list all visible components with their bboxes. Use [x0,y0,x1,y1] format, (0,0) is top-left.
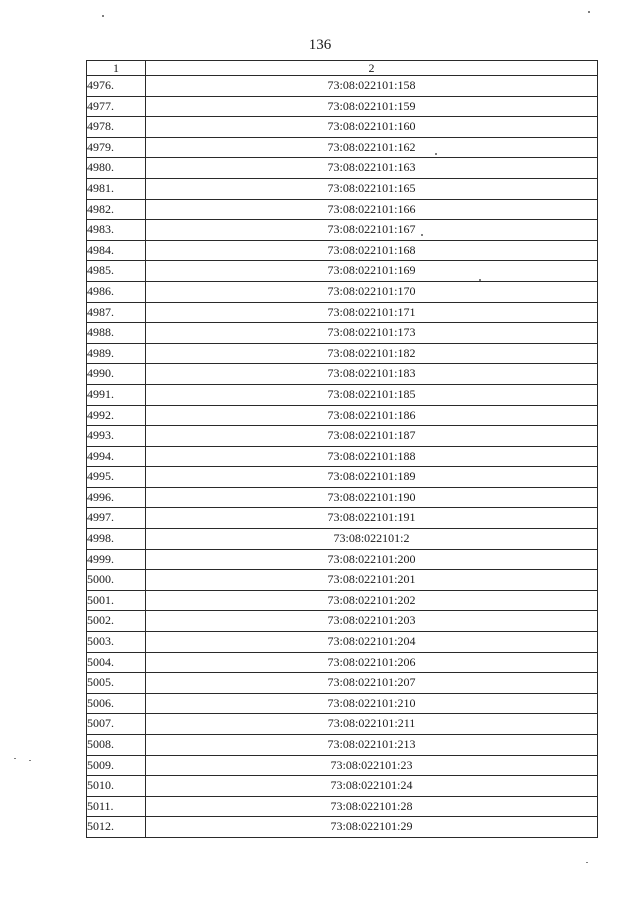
table-row [87,776,598,797]
table-row [87,755,598,776]
row-number: 4987. [87,302,146,323]
cadastral-number: 73:08:022101:24 [146,776,598,797]
cadastral-number-table [86,60,598,838]
row-number: 4983. [87,220,146,241]
row-number: 4980. [87,158,146,179]
row-number: 4981. [87,178,146,199]
cadastral-number: 73:08:022101:23 [146,755,598,776]
cadastral-number: 73:08:022101:159 [146,96,598,117]
table-row [87,426,598,447]
table-row [87,405,598,426]
row-number: 5002. [87,611,146,632]
scan-speck [586,862,588,863]
table-row [87,364,598,385]
column-header-cadastral: 2 [146,61,598,76]
cadastral-number: 73:08:022101:185 [146,384,598,405]
table-header [87,61,598,76]
row-number: 5012. [87,817,146,838]
table-row [87,220,598,241]
scan-speck [435,153,437,155]
table-row [87,178,598,199]
row-number: 4994. [87,446,146,467]
table-row [87,158,598,179]
row-number: 5004. [87,652,146,673]
row-number: 5008. [87,735,146,756]
table-row [87,446,598,467]
row-number: 5001. [87,590,146,611]
table-row [87,323,598,344]
cadastral-number: 73:08:022101:187 [146,426,598,447]
table-row [87,611,598,632]
cadastral-number: 73:08:022101:166 [146,199,598,220]
cadastral-number: 73:08:022101:190 [146,487,598,508]
cadastral-number: 73:08:022101:200 [146,549,598,570]
cadastral-number: 73:08:022101:204 [146,632,598,653]
row-number: 4976. [87,76,146,97]
scan-speck [421,234,423,236]
table-row [87,590,598,611]
scan-speck [14,758,16,759]
cadastral-number: 73:08:022101:173 [146,323,598,344]
row-number: 4997. [87,508,146,529]
row-number: 4982. [87,199,146,220]
scan-speck [479,279,481,281]
table-row [87,508,598,529]
row-number: 4996. [87,487,146,508]
table-row [87,384,598,405]
table-row [87,549,598,570]
scan-speck [102,15,104,17]
cadastral-number: 73:08:022101:163 [146,158,598,179]
column-header-number: 1 [87,61,146,76]
cadastral-number: 73:08:022101:169 [146,261,598,282]
row-number: 4991. [87,384,146,405]
cadastral-number: 73:08:022101:160 [146,117,598,138]
cadastral-number: 73:08:022101:170 [146,281,598,302]
cadastral-number: 73:08:022101:188 [146,446,598,467]
row-number: 4990. [87,364,146,385]
cadastral-number: 73:08:022101:171 [146,302,598,323]
row-number: 4988. [87,323,146,344]
row-number: 4978. [87,117,146,138]
row-number: 4999. [87,549,146,570]
row-number: 4989. [87,343,146,364]
cadastral-number: 73:08:022101:213 [146,735,598,756]
row-number: 4977. [87,96,146,117]
row-number: 4979. [87,137,146,158]
row-number: 4984. [87,240,146,261]
row-number: 5009. [87,755,146,776]
table-row [87,632,598,653]
table-row [87,240,598,261]
row-number: 5010. [87,776,146,797]
cadastral-number: 73:08:022101:201 [146,570,598,591]
table-row [87,117,598,138]
table-row [87,570,598,591]
row-number: 5011. [87,796,146,817]
table-row [87,343,598,364]
table-row [87,714,598,735]
table-row [87,137,598,158]
cadastral-number: 73:08:022101:2 [146,529,598,550]
cadastral-number: 73:08:022101:206 [146,652,598,673]
table-row [87,96,598,117]
cadastral-number: 73:08:022101:29 [146,817,598,838]
table-row [87,693,598,714]
table-row [87,76,598,97]
table-row [87,281,598,302]
table-row [87,487,598,508]
row-number: 4998. [87,529,146,550]
cadastral-number: 73:08:022101:168 [146,240,598,261]
row-number: 4995. [87,467,146,488]
cadastral-number: 73:08:022101:28 [146,796,598,817]
row-number: 5000. [87,570,146,591]
table-row [87,467,598,488]
cadastral-number: 73:08:022101:162 [146,137,598,158]
row-number: 5005. [87,673,146,694]
table-row [87,199,598,220]
table-row [87,529,598,550]
cadastral-number: 73:08:022101:210 [146,693,598,714]
row-number: 5003. [87,632,146,653]
scan-speck [588,11,590,13]
cadastral-number: 73:08:022101:189 [146,467,598,488]
row-number: 4992. [87,405,146,426]
page-number: 136 [308,37,332,53]
row-number: 4993. [87,426,146,447]
table-row [87,796,598,817]
row-number: 5006. [87,693,146,714]
table-row [87,652,598,673]
table-body [87,76,598,838]
cadastral-number: 73:08:022101:211 [146,714,598,735]
cadastral-number: 73:08:022101:182 [146,343,598,364]
cadastral-number: 73:08:022101:203 [146,611,598,632]
cadastral-number: 73:08:022101:165 [146,178,598,199]
row-number: 4986. [87,281,146,302]
cadastral-number: 73:08:022101:207 [146,673,598,694]
cadastral-number: 73:08:022101:186 [146,405,598,426]
row-number: 5007. [87,714,146,735]
table-row [87,735,598,756]
cadastral-number: 73:08:022101:167 [146,220,598,241]
cadastral-number: 73:08:022101:191 [146,508,598,529]
cadastral-number: 73:08:022101:158 [146,76,598,97]
scan-speck [29,760,31,761]
table-row [87,817,598,838]
table-row [87,673,598,694]
header-row [87,61,598,76]
row-number: 4985. [87,261,146,282]
table-row [87,302,598,323]
table-row [87,261,598,282]
cadastral-number: 73:08:022101:202 [146,590,598,611]
cadastral-number: 73:08:022101:183 [146,364,598,385]
